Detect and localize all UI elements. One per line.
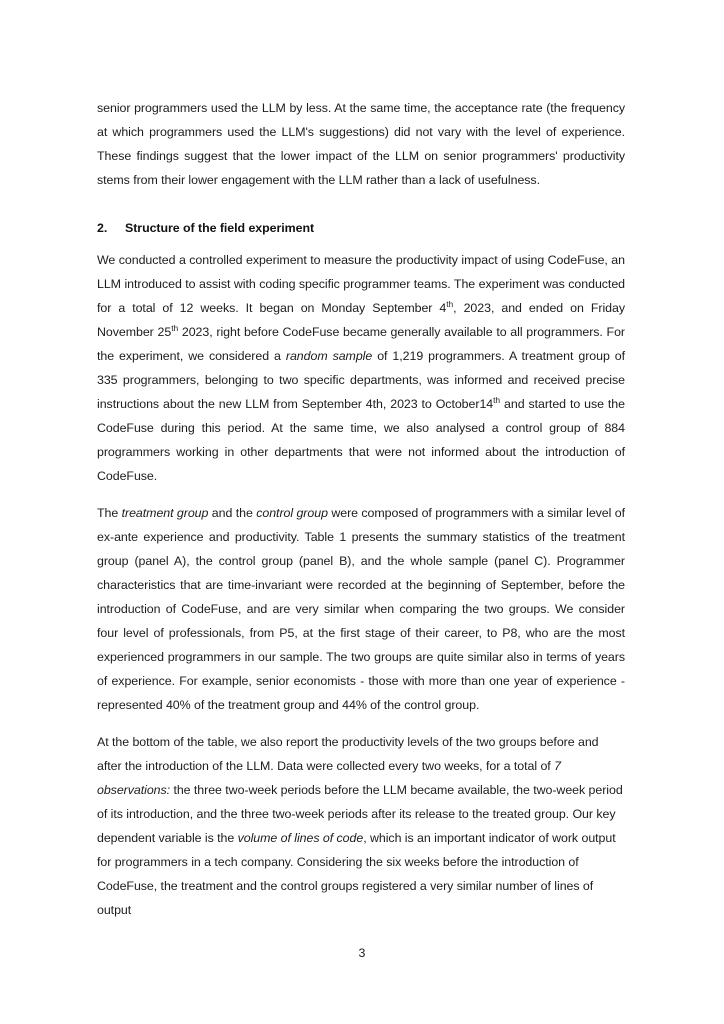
body-text: the three two-week periods before the LLM became available, the two-week period of its introduction, and the three two-week periods after its release to the treated group. Our key dependent variable is the (97, 783, 623, 845)
body-text: were composed of programmers with a similar level of ex-ante experience and productivity. Table 1 presents the summary statistics of the treatment group (panel A), the control group (panel B), and the whole sample (panel C). Programmer characteristics that are time-invariant were recorded at the beginning of September, before the introduction of CodeFuse, and are very similar when comparing the two groups. We consider four level of professionals, from P5, at the first stage of their career, to P8, who are the most experienced programmers in our sample. The two groups are quite similar also in terms of years of experience. For example, senior economists - those with more than one year of experience - represented 40% of the treatment group and 44% of the control group. (97, 506, 625, 712)
body-text: 2023, right before CodeFuse became generally available to all programmers. For the experiment, we considered a (97, 325, 625, 363)
paragraph-productivity-measurement (97, 730, 625, 922)
emphasis-text: treatment group (121, 506, 209, 520)
body-text: , which is an important indicator of work output for programmers in a tech company. Considering the six weeks before the introduction of CodeFuse, the treatment and the control groups registered a very similar number of lines of output (97, 831, 616, 917)
body-text: We conducted a controlled experiment to measure the productivity impact of using CodeFuse, an LLM introduced to assist with coding specific programmer teams. The experiment was conducted for a total of 12 weeks. It began on Monday September 4 (97, 253, 625, 315)
body-text: , 2023, and ended on Friday November 25 (97, 301, 625, 339)
paragraph-group-comparison (97, 501, 625, 717)
section-number: 2. (97, 221, 108, 235)
body-text: and the (208, 506, 257, 520)
body-text: and started to use the CodeFuse during this period. At the same time, we also analysed a control group of 884 programmers working in other departments that were not informed about the introduction of CodeFuse. (97, 397, 625, 483)
emphasis-text: volume of lines of code (237, 831, 364, 845)
paragraph-experiment-setup (97, 248, 625, 488)
page-content (97, 96, 625, 935)
body-text: At the bottom of the table, we also report the productivity levels of the two groups before and after the introduction of the LLM. Data were collected every two weeks, for a total of (97, 735, 599, 773)
section-heading-2 (97, 216, 625, 240)
emphasis-text: 7 observations: (97, 759, 561, 797)
body-text: of 1,219 programmers. A treatment group of 335 programmers, belonging to two specific departments, was informed and received precise instructions about the new LLM from September 4th, 2023 to October14 (97, 349, 626, 411)
body-text: The (97, 506, 122, 520)
emphasis-text: random sample (285, 349, 373, 363)
section-title: Structure of the field experiment (125, 221, 315, 235)
emphasis-text: control group (256, 506, 328, 520)
ordinal-suffix: th (171, 322, 179, 333)
body-text: senior programmers used the LLM by less. At the same time, the acceptance rate (the frequency at which programmers used the LLM's suggestions) did not vary with the level of experience. These findings suggest that the lower impact of the LLM on senior programmers' productivity stems from their lower engagement with the LLM rather than a lack of usefulness. (97, 101, 625, 187)
ordinal-suffix: th (493, 394, 501, 405)
ordinal-suffix: th (446, 298, 454, 309)
paragraph-intro-findings (97, 96, 625, 192)
page-number: 3 (358, 946, 366, 960)
